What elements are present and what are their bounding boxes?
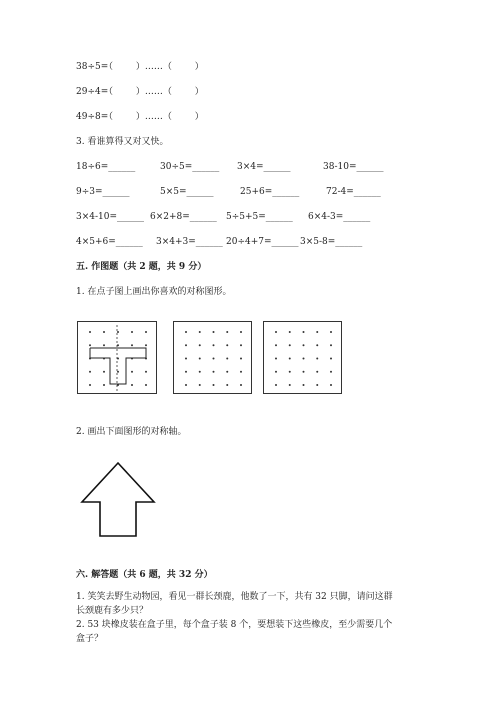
grid-dot — [89, 384, 91, 386]
grid-dot — [213, 358, 215, 360]
grid-dot — [145, 371, 147, 373]
grid-dot — [289, 331, 291, 333]
grid-dot — [289, 371, 291, 373]
grid-dot — [330, 358, 332, 360]
grid-dot — [240, 331, 242, 333]
grid-dot — [275, 344, 277, 346]
grid-dot — [185, 344, 187, 346]
division-expr-3: 49÷8= — [76, 112, 109, 122]
grid-dot — [199, 331, 201, 333]
dot-grid-2-dots — [174, 322, 253, 395]
dot-grid-with-t-shape[interactable] — [77, 321, 157, 394]
grid-dot — [275, 371, 277, 373]
grid-dot — [240, 384, 242, 386]
grid-dot — [303, 371, 305, 373]
grid-dot — [199, 371, 201, 373]
grid-dot — [103, 331, 105, 333]
grid-dot — [289, 358, 291, 360]
grid-dot — [131, 384, 133, 386]
calc-r1-c2[interactable]: 30÷5=______ — [160, 162, 220, 172]
grid-dot — [89, 371, 91, 373]
calc-r2-c1[interactable]: 9÷3=______ — [76, 187, 130, 197]
q6-2-line1: 2. 53 块橡皮装在盒子里，每个盒子装 8 个，要想装下这些橡皮，至少需要几个 — [76, 620, 393, 630]
calc-r3-c2[interactable]: 6×2+8=______ — [150, 212, 217, 222]
grid-dot — [103, 371, 105, 373]
grid-dot — [303, 358, 305, 360]
q5-1-text: 1. 在点子图上画出你喜欢的对称图形。 — [76, 287, 232, 297]
grid-dot — [330, 371, 332, 373]
grid-dot — [213, 331, 215, 333]
calc-r3-c3[interactable]: 5÷5+5=______ — [226, 212, 293, 222]
grid-dot — [240, 344, 242, 346]
grid-dot — [103, 384, 105, 386]
grid-dot — [89, 344, 91, 346]
section5-title: 五. 作图题（共 2 题，共 9 分） — [76, 262, 207, 272]
up-arrow-figure[interactable] — [80, 462, 156, 538]
division-blanks-2[interactable]: （ ）……（ ） — [104, 87, 204, 97]
grid-dot — [131, 331, 133, 333]
grid-dot — [145, 331, 147, 333]
grid-dot — [330, 331, 332, 333]
grid-dot — [316, 371, 318, 373]
calc-r1-c4[interactable]: 38-10=______ — [323, 162, 384, 172]
dot-grid-3-dots — [264, 322, 343, 395]
grid-dot — [316, 358, 318, 360]
grid-dot — [213, 384, 215, 386]
grid-dot — [226, 358, 228, 360]
grid-dot — [275, 358, 277, 360]
calc-r2-c4[interactable]: 72-4=______ — [326, 187, 381, 197]
calc-r2-c2[interactable]: 5×5=______ — [160, 187, 214, 197]
q6-1-line2: 长颈鹿有多少只？ — [76, 606, 149, 616]
grid-dot — [89, 331, 91, 333]
grid-dot — [199, 358, 201, 360]
grid-dot — [330, 384, 332, 386]
grid-dot — [185, 384, 187, 386]
calc-r2-c3[interactable]: 25+6=______ — [240, 187, 300, 197]
grid-dot — [199, 344, 201, 346]
grid-dot — [240, 358, 242, 360]
grid-dot — [185, 331, 187, 333]
grid-dot — [289, 384, 291, 386]
calc-r4-c1[interactable]: 4×5+6=______ — [76, 237, 143, 247]
grid-dot — [275, 384, 277, 386]
grid-dot — [226, 331, 228, 333]
grid-dot — [316, 384, 318, 386]
calc-r3-c4[interactable]: 6×4-3=______ — [308, 212, 371, 222]
grid-dot — [226, 384, 228, 386]
grid-dot — [213, 344, 215, 346]
grid-dot — [131, 344, 133, 346]
section6-title: 六. 解答题（共 6 题，共 32 分） — [76, 570, 213, 580]
grid-dot — [316, 344, 318, 346]
grid-dot — [117, 371, 119, 373]
t-shape-drawing — [78, 322, 158, 395]
grid-dot — [117, 331, 119, 333]
grid-dot — [289, 344, 291, 346]
calc-r1-c1[interactable]: 18÷6=______ — [76, 162, 136, 172]
empty-dot-grid-3[interactable] — [263, 321, 342, 394]
grid-dot — [199, 384, 201, 386]
grid-dot — [316, 331, 318, 333]
division-expr-1: 38÷5= — [76, 62, 109, 72]
calc-r1-c3[interactable]: 3×4=______ — [237, 162, 291, 172]
grid-dot — [131, 371, 133, 373]
calc-r3-c1[interactable]: 3×4-10=______ — [76, 212, 145, 222]
q6-1-line1: 1. 笑笑去野生动物园，看见一群长颈鹿，他数了一下，共有 32 只脚，请问这群 — [76, 592, 393, 602]
grid-dot — [213, 371, 215, 373]
grid-dot — [330, 344, 332, 346]
calc-r4-c3[interactable]: 20÷4+7=______ — [226, 237, 299, 247]
grid-dot — [303, 344, 305, 346]
grid-dot — [185, 358, 187, 360]
q6-2-line2: 盒子？ — [76, 634, 104, 644]
grid-dot — [226, 344, 228, 346]
division-blanks-3[interactable]: （ ）……（ ） — [104, 112, 204, 122]
grid-dot — [303, 384, 305, 386]
calc-r4-c2[interactable]: 3×4+3=______ — [156, 237, 223, 247]
calc-r4-c4[interactable]: 3×5-8=______ — [300, 237, 363, 247]
division-blanks-1[interactable]: （ ）……（ ） — [104, 62, 204, 72]
grid-dot — [145, 384, 147, 386]
grid-dot — [103, 344, 105, 346]
q5-2-text: 2. 画出下面图形的对称轴。 — [76, 427, 187, 437]
grid-dot — [275, 331, 277, 333]
grid-dot — [226, 371, 228, 373]
grid-dot — [145, 344, 147, 346]
grid-dot — [303, 331, 305, 333]
grid-dot — [185, 371, 187, 373]
section3-title: 3. 看谁算得又对又快。 — [76, 137, 169, 147]
division-expr-2: 29÷4= — [76, 87, 109, 97]
grid-dot — [240, 371, 242, 373]
empty-dot-grid-2[interactable] — [173, 321, 252, 394]
